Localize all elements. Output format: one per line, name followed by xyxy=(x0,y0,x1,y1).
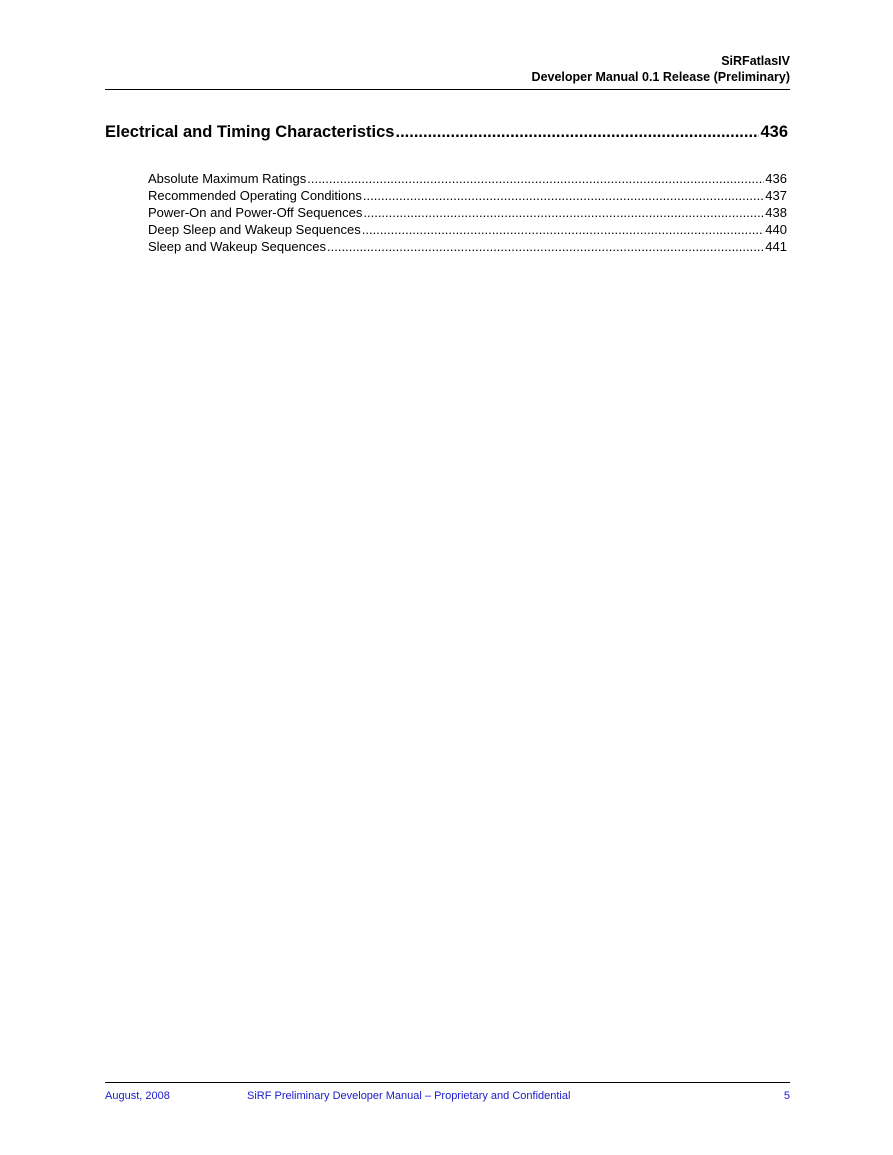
toc-dot-leader xyxy=(363,187,764,204)
toc-entry-page: 436 xyxy=(765,171,787,186)
toc-entry[interactable] xyxy=(148,221,787,238)
page-footer xyxy=(105,1089,790,1103)
toc-dot-leader xyxy=(362,221,765,238)
footer-divider xyxy=(105,1082,790,1083)
toc-chapter-title: Electrical and Timing Characteristics xyxy=(105,123,395,141)
toc-entry-page: 441 xyxy=(765,239,787,254)
toc-section-list xyxy=(148,170,787,255)
toc-entry-page: 438 xyxy=(765,205,787,220)
header-product-name: SiRFatlasIV xyxy=(721,54,790,68)
toc-entry[interactable] xyxy=(148,204,787,221)
toc-dot-leader xyxy=(363,204,764,221)
toc-chapter-page: 436 xyxy=(760,123,788,141)
toc-entry-page: 440 xyxy=(765,222,787,237)
toc-entry-title: Deep Sleep and Wakeup Sequences xyxy=(148,222,361,237)
footer-date: August, 2008 xyxy=(105,1090,170,1102)
page-header xyxy=(105,53,790,85)
toc-dot-leader xyxy=(307,170,764,187)
toc-entry[interactable] xyxy=(148,238,787,255)
toc-entry[interactable] xyxy=(148,170,787,187)
footer-confidentiality-notice: SiRF Preliminary Developer Manual – Proprietary and Confidential xyxy=(247,1090,571,1102)
header-divider xyxy=(105,89,790,90)
toc-entry-page: 437 xyxy=(765,188,787,203)
footer-page-number: 5 xyxy=(783,1090,790,1102)
toc-entry[interactable] xyxy=(148,187,787,204)
toc-chapter-entry[interactable] xyxy=(105,121,788,143)
toc-entry-title: Recommended Operating Conditions xyxy=(148,188,362,203)
header-document-title: Developer Manual 0.1 Release (Preliminary) xyxy=(531,70,790,84)
toc-dot-leader xyxy=(327,238,764,255)
toc-entry-title: Sleep and Wakeup Sequences xyxy=(148,239,327,254)
toc-entry-title: Power-On and Power-Off Sequences xyxy=(148,205,363,220)
toc-dot-leader xyxy=(395,121,759,143)
toc-entry-title: Absolute Maximum Ratings xyxy=(148,171,307,186)
